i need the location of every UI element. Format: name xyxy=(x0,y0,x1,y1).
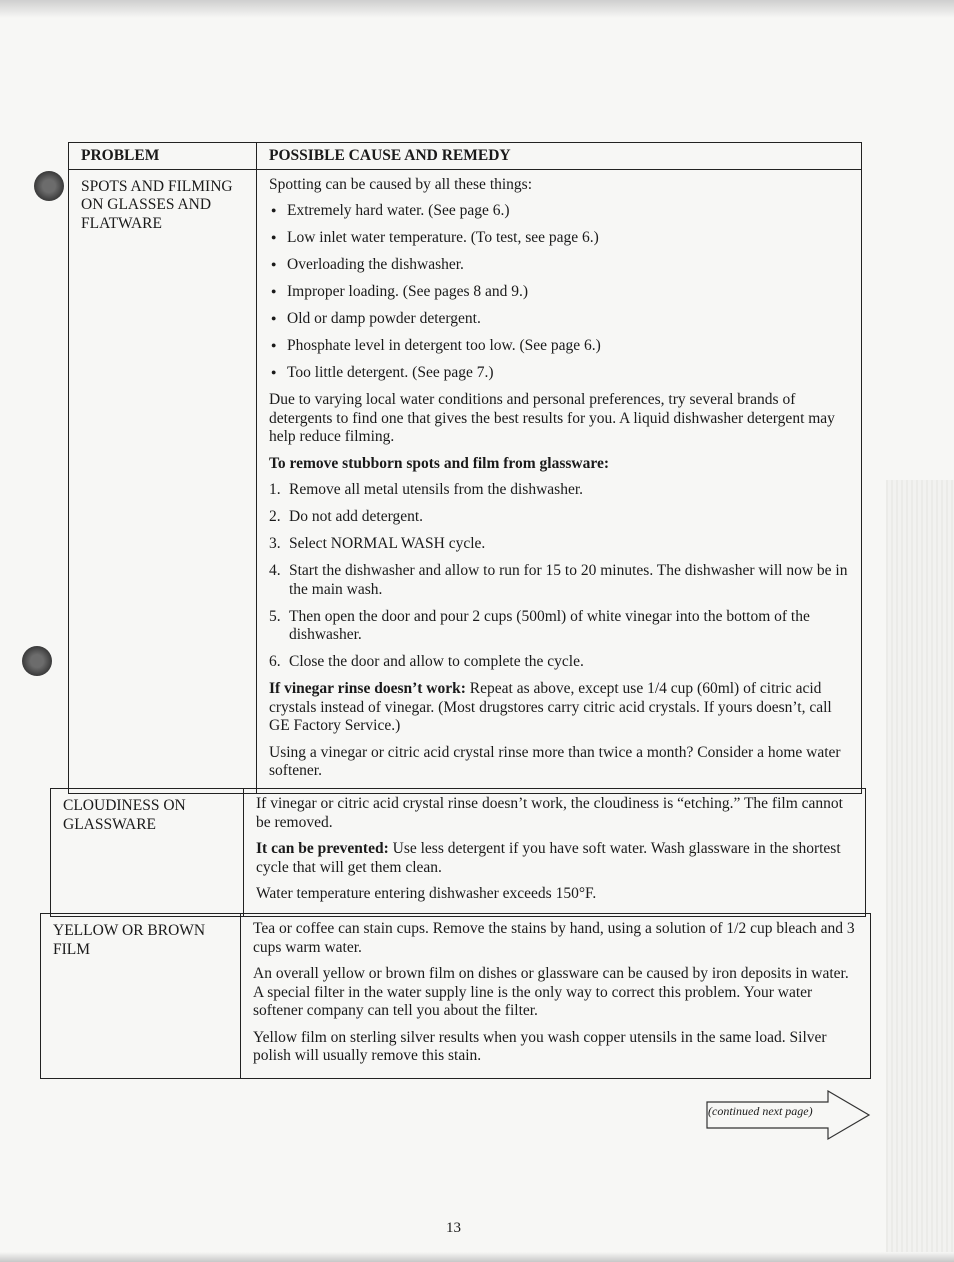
list-item xyxy=(269,508,849,527)
list-item xyxy=(269,481,849,500)
troubleshooting-table-yellow-film xyxy=(40,913,871,1079)
step-text: Then open the door and pour 2 cups (500ml) of white vinegar into the bottom of the dishwasher. xyxy=(289,607,810,643)
step-number: 1. xyxy=(269,481,281,498)
water-temperature-text: Water temperature entering dishwasher exceeds 150°F. xyxy=(256,885,597,902)
water-softener-text: Using a vinegar or citric acid crystal rinse more than twice a month? Consider a home water softener. xyxy=(269,743,841,779)
problem-cell: CLOUDINESS ON GLASSWARE xyxy=(51,789,244,917)
list-item: ● Old or damp powder detergent. xyxy=(269,310,849,329)
prevention-label: It can be prevented: xyxy=(256,840,389,857)
tea-coffee-stain-text: Tea or coffee can stain cups. Remove the stains by hand, using a solution of 1/2 cup bleach and 3 cups warm water. xyxy=(253,920,855,956)
list-item: ● Too little detergent. (See page 7.) xyxy=(269,364,849,383)
list-item xyxy=(269,608,849,645)
remedy-cell xyxy=(257,169,862,793)
list-item xyxy=(269,535,849,554)
troubleshooting-table-spots xyxy=(68,142,862,794)
scan-edge-top xyxy=(0,0,954,18)
page-number: 13 xyxy=(446,1220,461,1236)
list-item: ● Phosphate level in detergent too low. (See page 6.) xyxy=(269,337,849,356)
step-number: 6. xyxy=(269,653,281,670)
step-number: 4. xyxy=(269,562,281,579)
etching-text: If vinegar or citric acid crystal rinse doesn’t work, the cloudiness is “etching.” The film cannot be removed. xyxy=(256,795,843,831)
binder-hole-icon xyxy=(34,171,64,201)
step-number: 5. xyxy=(269,607,281,625)
table-row xyxy=(51,789,866,917)
troubleshooting-table-cloudiness xyxy=(50,788,866,917)
step-number: 3. xyxy=(269,535,281,552)
problem-cell: YELLOW OR BROWN FILM xyxy=(41,914,241,1079)
list-item: ● Improper loading. (See pages 8 and 9.) xyxy=(269,283,849,302)
step-text: Close the door and allow to complete the cycle. xyxy=(289,653,584,670)
steps-list xyxy=(269,481,849,672)
list-item xyxy=(269,562,849,599)
list-item: ● Extremely hard water. (See page 6.) xyxy=(269,202,849,221)
remedy-cell xyxy=(241,914,871,1079)
varying-conditions-text: Due to varying local water conditions and personal preferences, try several brands of detergents to find one that gives the best results for you. A liquid dishwasher detergent may help reduce filming. xyxy=(269,391,835,445)
remedy-column-header: POSSIBLE CAUSE AND REMEDY xyxy=(257,143,862,170)
stubborn-spots-heading: To remove stubborn spots and film from glassware: xyxy=(269,454,610,472)
table-row xyxy=(69,169,862,793)
step-number: 2. xyxy=(269,508,281,525)
remedy-cell xyxy=(244,789,866,917)
problem-column-header: PROBLEM xyxy=(69,143,257,170)
table-header-row xyxy=(69,143,862,170)
vinegar-rinse-body: Repeat as above, except use 1/4 cup (60ml) of citric acid crystals instead of vinegar. (Most drugstores carry citric acid crystals. If yours doesn’t, call GE Factory Service.) xyxy=(269,680,832,734)
prevention-text xyxy=(256,840,853,877)
step-text: Remove all metal utensils from the dishwasher. xyxy=(289,481,584,498)
step-text: Select NORMAL WASH cycle. xyxy=(289,535,486,552)
list-item: ● Overloading the dishwasher. xyxy=(269,256,849,275)
step-text: Do not add detergent. xyxy=(289,508,424,525)
table-row xyxy=(41,914,871,1079)
continued-next-page-label: (continued next page) xyxy=(708,1104,813,1118)
list-item: ● Low inlet water temperature. (To test, see page 6.) xyxy=(269,229,849,248)
scan-edge-right xyxy=(886,480,954,1262)
binder-hole-icon xyxy=(22,646,52,676)
list-item xyxy=(269,653,849,672)
scan-edge-bottom xyxy=(0,1252,954,1262)
step-text: Start the dishwasher and allow to run for 15 to 20 minutes. The dishwasher will now be in the main wash. xyxy=(289,562,848,598)
problem-cell: SPOTS AND FILMING ON GLASSES AND FLATWARE xyxy=(69,169,257,793)
prevention-body: Use less detergent if you have soft water. Wash glassware in the shortest cycle that will get them clean. xyxy=(256,840,841,876)
spotting-intro: Spotting can be caused by all these things: xyxy=(269,175,533,193)
sterling-silver-text: Yellow film on sterling silver results when you wash copper utensils in the same load. Silver polish will usually remove this stain. xyxy=(253,1028,827,1064)
causes-list xyxy=(269,202,849,383)
vinegar-rinse-text xyxy=(269,680,849,736)
vinegar-rinse-label: If vinegar rinse doesn’t work: xyxy=(269,680,466,697)
iron-deposits-text: An overall yellow or brown film on dishes or glassware can be caused by iron deposits in water. A special filter in the water supply line is the only way to correct this problem. Your water softener company can tell you about the filter. xyxy=(253,965,849,1019)
